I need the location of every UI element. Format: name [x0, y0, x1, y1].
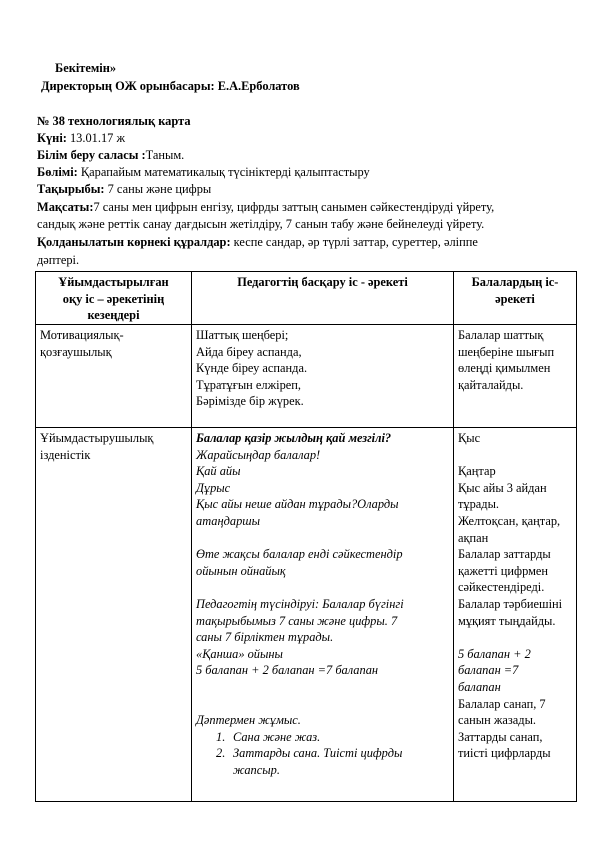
children-answer: балапан	[458, 679, 501, 694]
children-answer: санын жазады.	[458, 713, 537, 728]
goal-line-2: сандық және реттік санау дағдысын жетілдіру, 7 санын табу және бейнелеуді үйрету.	[37, 217, 485, 231]
list-text-cont: жапсыр.	[233, 762, 280, 777]
list-item	[196, 729, 449, 746]
materials-value: кеспе сандар, әр түрлі заттар, суреттер, әліппе	[230, 235, 478, 249]
header-teacher-line: Педагогтің басқару іс - әрекеті	[237, 275, 408, 289]
spacer	[196, 530, 449, 547]
header-stages-line: оқу іс – әрекетінің	[62, 291, 165, 306]
section-label: Бөлімі:	[37, 165, 78, 179]
teacher-line: Өте жақсы балалар енді сәйкестендір	[196, 547, 403, 562]
children-answer: Қыс айы 3 айдан	[458, 480, 547, 495]
teacher-cell-motivation	[192, 325, 454, 428]
area-line	[37, 147, 577, 164]
stage-line: қозғаушылық	[40, 344, 112, 359]
topic-value: 7 саны және цифры	[104, 182, 212, 196]
poem-line: Бәрімізде бір жүрек.	[196, 394, 304, 409]
teacher-line: ойынын ойнайық	[196, 563, 286, 578]
poem-line: Шаттық шеңбері;	[196, 328, 289, 342]
teacher-explanation: тақырыбымыз 7 саны және цифры. 7	[196, 613, 398, 628]
stage-cell-organizing	[36, 428, 192, 802]
list-text: Заттарды сана. Тиісті цифрды	[233, 746, 403, 761]
card-number: № 38 технологиялық карта	[37, 114, 191, 128]
day-line	[37, 130, 577, 147]
section-value: Қарапайым математикалық түсініктерді қалыптастыру	[77, 165, 370, 179]
children-line-text: Балалар шаттық	[458, 328, 544, 342]
table-row	[36, 325, 577, 428]
day-value: 13.01.17 ж	[66, 131, 126, 145]
children-line: шеңберіне шығып	[458, 344, 555, 359]
area-label: Білім беру саласы :	[37, 148, 146, 162]
table-row	[36, 428, 577, 802]
goal-value-1: 7 саны мен цифрын енгізу, цифрды заттың санымен сәйкестендіруді үйрету,	[93, 200, 495, 214]
children-line	[458, 327, 572, 344]
teacher-question: Балалар қазір жылдың қай мезгілі?	[196, 431, 392, 445]
day-label: Күні:	[37, 131, 67, 145]
teacher-explanation: саны 7 бірліктен тұрады.	[196, 630, 334, 645]
materials-line-2: дәптері.	[37, 253, 80, 267]
teacher-line: Жарайсыңдар балалар!	[196, 447, 321, 462]
teacher-cell-organizing	[192, 428, 454, 802]
spacer	[458, 447, 572, 464]
header-children	[454, 272, 577, 325]
teacher-line: Қай айы	[196, 464, 241, 479]
section-line	[37, 164, 577, 181]
spacer	[196, 696, 449, 713]
header-stages-line: кезеңдері	[87, 308, 140, 323]
list-number: 2.	[216, 746, 226, 761]
children-cell-motivation	[454, 325, 577, 428]
list-number: 1.	[216, 729, 226, 744]
goal-line	[37, 199, 577, 216]
stage-line: Мотивациялық-	[40, 328, 124, 342]
children-answer: сәйкестендіреді.	[458, 580, 545, 595]
children-answer: ақпан	[458, 530, 489, 545]
children-answer: Балалар тәрбиешіні	[458, 596, 563, 611]
header-children-line: әрекеті	[495, 291, 535, 306]
children-answer: Балалар заттарды	[458, 547, 551, 562]
deputy-line: Директорың ОЖ орынбасары: Е.А.Ерболатов	[41, 79, 300, 93]
area-value: Таным.	[145, 148, 185, 162]
spacer	[458, 629, 572, 646]
poem-line: Айда біреу аспанда,	[196, 344, 302, 359]
poem-line: Күнде біреу аспанда.	[196, 361, 308, 376]
children-cell-organizing	[454, 428, 577, 802]
spacer	[196, 579, 449, 596]
teacher-line: атаңдаршы	[196, 513, 261, 528]
children-answer: қажетті цифрмен	[458, 563, 549, 578]
game-title: «Қанша» ойыны	[196, 646, 283, 661]
stage-line: Ұйымдастырушылық	[40, 431, 154, 445]
approval-line: Бекітемін»	[55, 61, 117, 75]
children-answer: Балалар санап, 7	[458, 696, 546, 711]
materials-line	[37, 234, 577, 251]
children-answer: тұрады.	[458, 497, 500, 512]
header-stages	[36, 272, 192, 325]
children-answer: тиісті цифрларды	[458, 746, 551, 761]
lesson-plan-table	[35, 271, 577, 802]
stage-cell-motivation	[36, 325, 192, 428]
poem-line: Тұратұғын елжіреп,	[196, 377, 301, 392]
topic-label: Тақырыбы:	[37, 182, 105, 196]
goal-label: Мақсаты:	[37, 200, 94, 214]
topic-line	[37, 181, 577, 198]
children-answer: Қаңтар	[458, 464, 496, 479]
children-answer: Қыс	[458, 431, 481, 445]
workbook-title: Дәптермен жұмыс.	[196, 713, 301, 728]
materials-label: Қолданылатын көрнекі құралдар:	[37, 235, 231, 249]
children-answer: балапан =7	[458, 663, 519, 678]
list-text: Сана және жаз.	[233, 729, 321, 744]
table-header-row	[36, 272, 577, 325]
header-teacher	[192, 272, 454, 325]
stage-line: ізденістік	[40, 447, 91, 462]
header-children-line: Балалардың іс-	[471, 275, 559, 289]
children-line: өлеңді қимылмен	[458, 361, 551, 376]
list-item	[196, 745, 449, 762]
teacher-explanation: Педагогтің түсіндіруі: Балалар бүгінгі	[196, 596, 404, 611]
children-answer: 5 балапан + 2	[458, 646, 531, 661]
spacer	[196, 679, 449, 696]
children-answer: мұқият тыңдайды.	[458, 613, 556, 628]
header-stages-line: Ұйымдастырылған	[58, 275, 169, 289]
children-answer: Желтоқсан, қаңтар,	[458, 513, 561, 528]
children-answer: Заттарды санап,	[458, 729, 543, 744]
teacher-line: Қыс айы неше айдан тұрады?Оларды	[196, 497, 399, 512]
children-line: қайталайды.	[458, 377, 524, 392]
teacher-line: Дұрыс	[196, 480, 231, 495]
sum-line: 5 балапан + 2 балапан =7 балапан	[196, 663, 379, 678]
